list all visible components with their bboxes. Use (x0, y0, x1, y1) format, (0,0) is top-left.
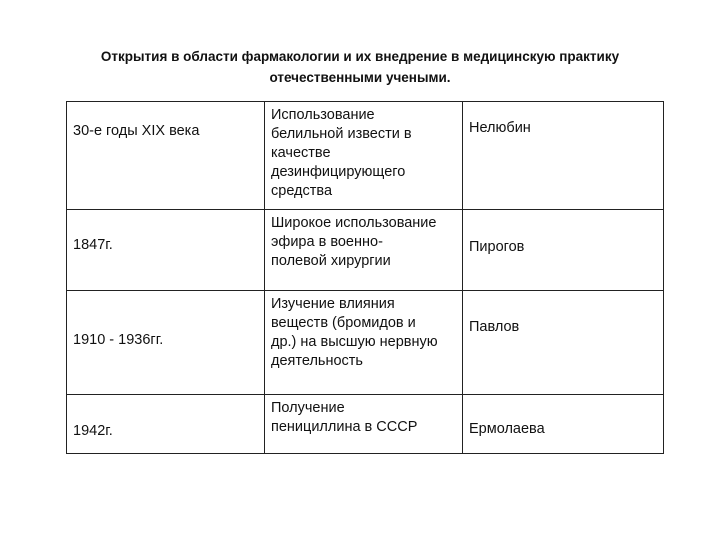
table-row (67, 291, 664, 395)
discoveries-table (66, 101, 664, 454)
discovery-cell: Широкое использование эфира в военно- полевой хирургии (265, 210, 463, 291)
date-cell: 1847г. (67, 210, 265, 291)
table-row (67, 210, 664, 291)
discovery-cell: Использование белильной извести в качестве дезинфицирующего средства (265, 102, 463, 210)
scientist-cell: Павлов (463, 291, 664, 395)
date-cell: 1910 - 1936гг. (67, 291, 265, 395)
discovery-cell: Получение пенициллина в СССР (265, 395, 463, 454)
scientist-cell: Пирогов (463, 210, 664, 291)
date-cell: 30-е годы XIX века (67, 102, 265, 210)
title-line-1: Открытия в области фармакологии и их внедрение в медицинскую практику (100, 49, 620, 64)
table-row (67, 102, 664, 210)
scientist-cell: Нелюбин (463, 102, 664, 210)
document-title (60, 46, 660, 88)
table-row (67, 395, 664, 454)
title-line-2: отечественными учеными. (269, 70, 451, 85)
date-cell: 1942г. (67, 395, 265, 454)
scientist-cell: Ермолаева (463, 395, 664, 454)
discovery-cell: Изучение влияния веществ (бромидов и др.) на высшую нервную деятельность (265, 291, 463, 395)
